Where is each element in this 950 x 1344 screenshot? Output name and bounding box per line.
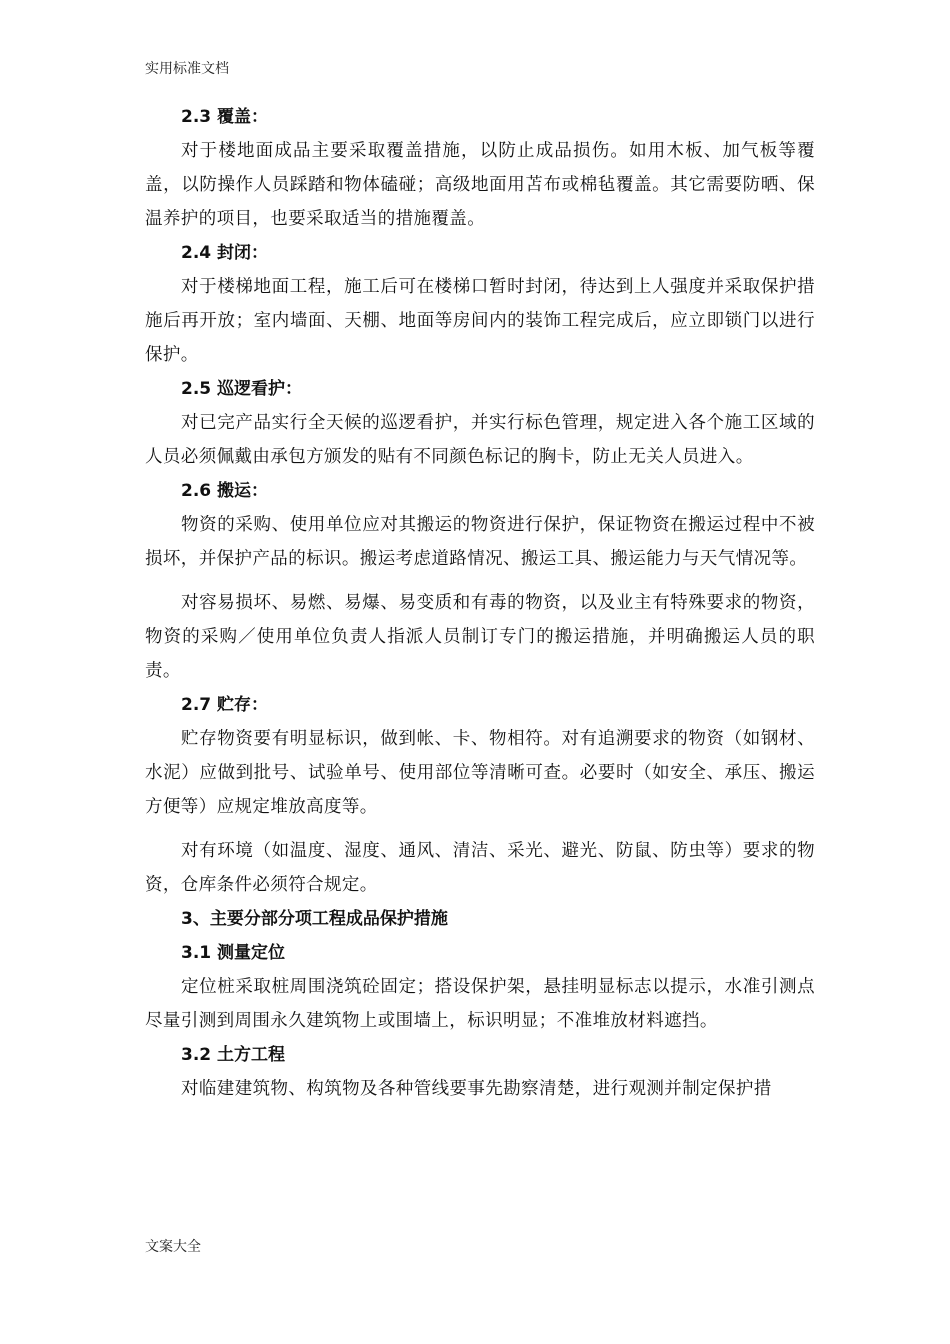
paragraph-closure: 对于楼梯地面工程，施工后可在楼梯口暂时封闭，待达到上人强度并采取保护措施后再开放；室内墙面、天棚、地面等房间内的装饰工程完成后，应立即锁门以进行保护。 — [145, 277, 815, 365]
page-footer: 文案大全 — [145, 1239, 201, 1255]
paragraph-survey: 定位桩采取桩周围浇筑砼固定；搭设保护架，悬挂明显标志以提示，水准引测点尽量引测到周围永久建筑物上或围墙上，标识明显；不准堆放材料遮挡。 — [145, 977, 815, 1031]
paragraph-storage-2: 对有环境（如温度、湿度、通风、清洁、采光、避光、防鼠、防虫等）要求的物资，仓库条件必须符合规定。 — [145, 841, 815, 895]
paragraph-transport-2: 对容易损坏、易燃、易爆、易变质和有毒的物资，以及业主有特殊要求的物资，物资的采购／使用单位负责人指派人员制订专门的搬运措施，并明确搬运人员的职责。 — [145, 593, 815, 681]
heading-3: 3、主要分部分项工程成品保护措施 — [181, 909, 448, 929]
heading-3-1: 3.1 测量定位 — [181, 943, 286, 963]
paragraph-earthwork: 对临建建筑物、构筑物及各种管线要事先勘察清楚，进行观测并制定保护措 — [181, 1079, 772, 1099]
paragraph-transport-1: 物资的采购、使用单位应对其搬运的物资进行保护，保证物资在搬运过程中不被损坏，并保护产品的标识。搬运考虑道路情况、搬运工具、搬运能力与天气情况等。 — [145, 515, 815, 569]
heading-3-2: 3.2 土方工程 — [181, 1045, 286, 1065]
paragraph-gap — [145, 824, 815, 834]
paragraph-storage-1: 贮存物资要有明显标识，做到帐、卡、物相符。对有追溯要求的物资（如钢材、水泥）应做到批号、试验单号、使用部位等清晰可查。必要时（如安全、承压、搬运方便等）应规定堆放高度等。 — [145, 729, 815, 817]
page-header: 实用标准文档 — [145, 61, 229, 77]
paragraph-gap — [145, 576, 815, 586]
heading-2-6: 2.6 搬运： — [181, 481, 269, 501]
paragraph-patrol: 对已完产品实行全天候的巡逻看护，并实行标色管理，规定进入各个施工区域的人员必须佩戴由承包方颁发的贴有不同颜色标记的胸卡，防止无关人员进入。 — [145, 413, 815, 467]
paragraph-cover: 对于楼地面成品主要采取覆盖措施，以防止成品损伤。如用木板、加气板等覆盖，以防操作人员踩踏和物体磕碰；高级地面用苫布或棉毡覆盖。其它需要防晒、保温养护的项目，也要采取适当的措施覆盖。 — [145, 141, 815, 229]
heading-2-3: 2.3 覆盖： — [181, 107, 269, 127]
heading-2-4: 2.4 封闭： — [181, 243, 269, 263]
heading-2-7: 2.7 贮存： — [181, 695, 269, 715]
document-body — [145, 100, 815, 1106]
heading-2-5: 2.5 巡逻看护： — [181, 379, 303, 399]
